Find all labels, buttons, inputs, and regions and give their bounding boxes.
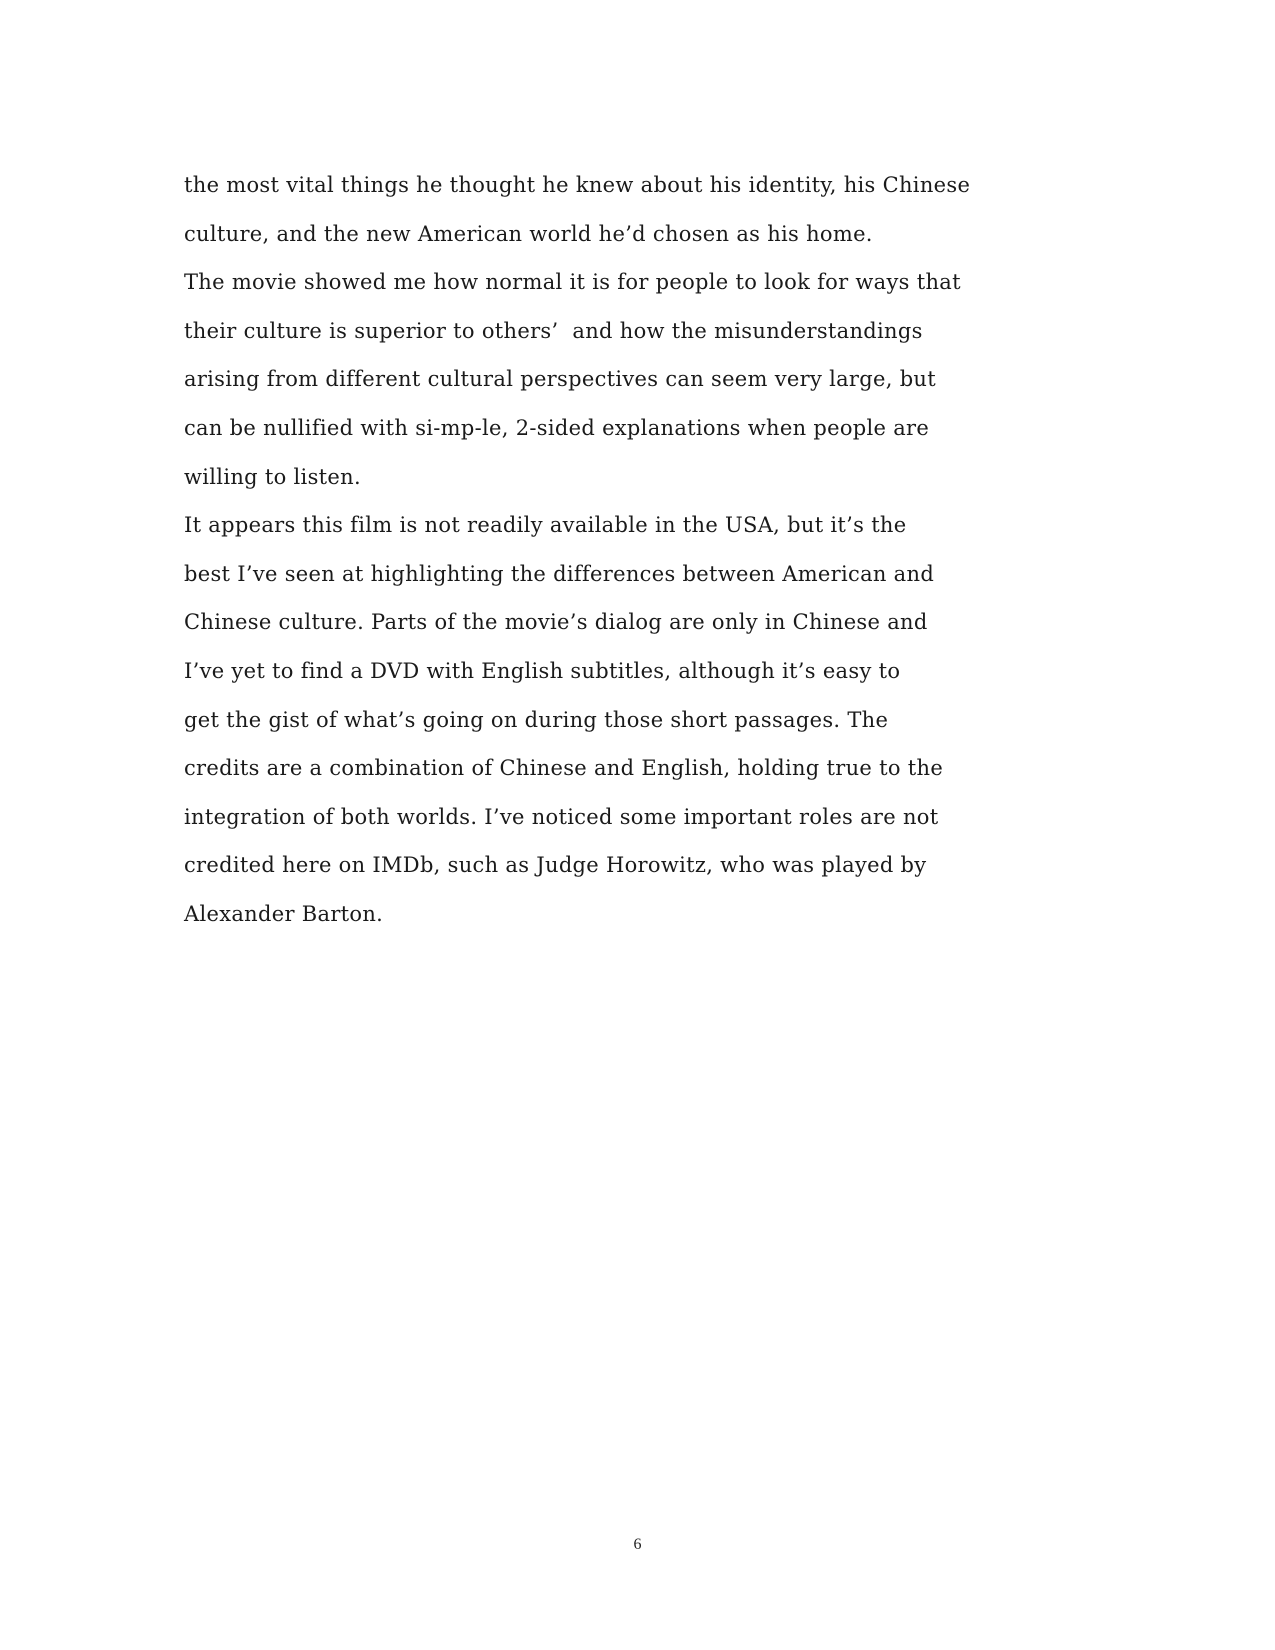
text-line: their culture is superior to others’ and how the misunderstandings [184, 318, 923, 343]
text-line: It appears this film is not readily available in the USA, but it’s the [184, 513, 907, 538]
body-text [184, 161, 1104, 939]
text-line: Alexander Barton. [184, 901, 384, 926]
text-line: can be nullified with si-mp-le, 2-sided explanations when people are [184, 415, 930, 440]
text-line: I’ve yet to find a DVD with English subtitles, although it’s easy to [184, 658, 901, 683]
text-line: get the gist of what’s going on during those short passages. The [184, 707, 889, 732]
text-line: Chinese culture. Parts of the movie’s dialog are only in Chinese and [184, 610, 928, 635]
text-line: credited here on IMDb, such as Judge Horowitz, who was played by [184, 853, 927, 878]
text-line: culture, and the new American world he’d chosen as his home. [184, 221, 873, 246]
text-line: willing to listen. [184, 464, 361, 489]
text-line: the most vital things he thought he knew about his identity, his Chinese [184, 173, 971, 197]
text-line: credits are a combination of Chinese and English, holding true to the [184, 756, 944, 781]
text-line: arising from different cultural perspectives can seem very large, but [184, 367, 936, 392]
page-number: 6 [633, 1536, 642, 1553]
text-line: best I’ve seen at highlighting the differences between American and [184, 561, 935, 586]
text-line: The movie showed me how normal it is for people to look for ways that [184, 270, 961, 295]
text-line: integration of both worlds. I’ve noticed some important roles are not [184, 804, 939, 829]
